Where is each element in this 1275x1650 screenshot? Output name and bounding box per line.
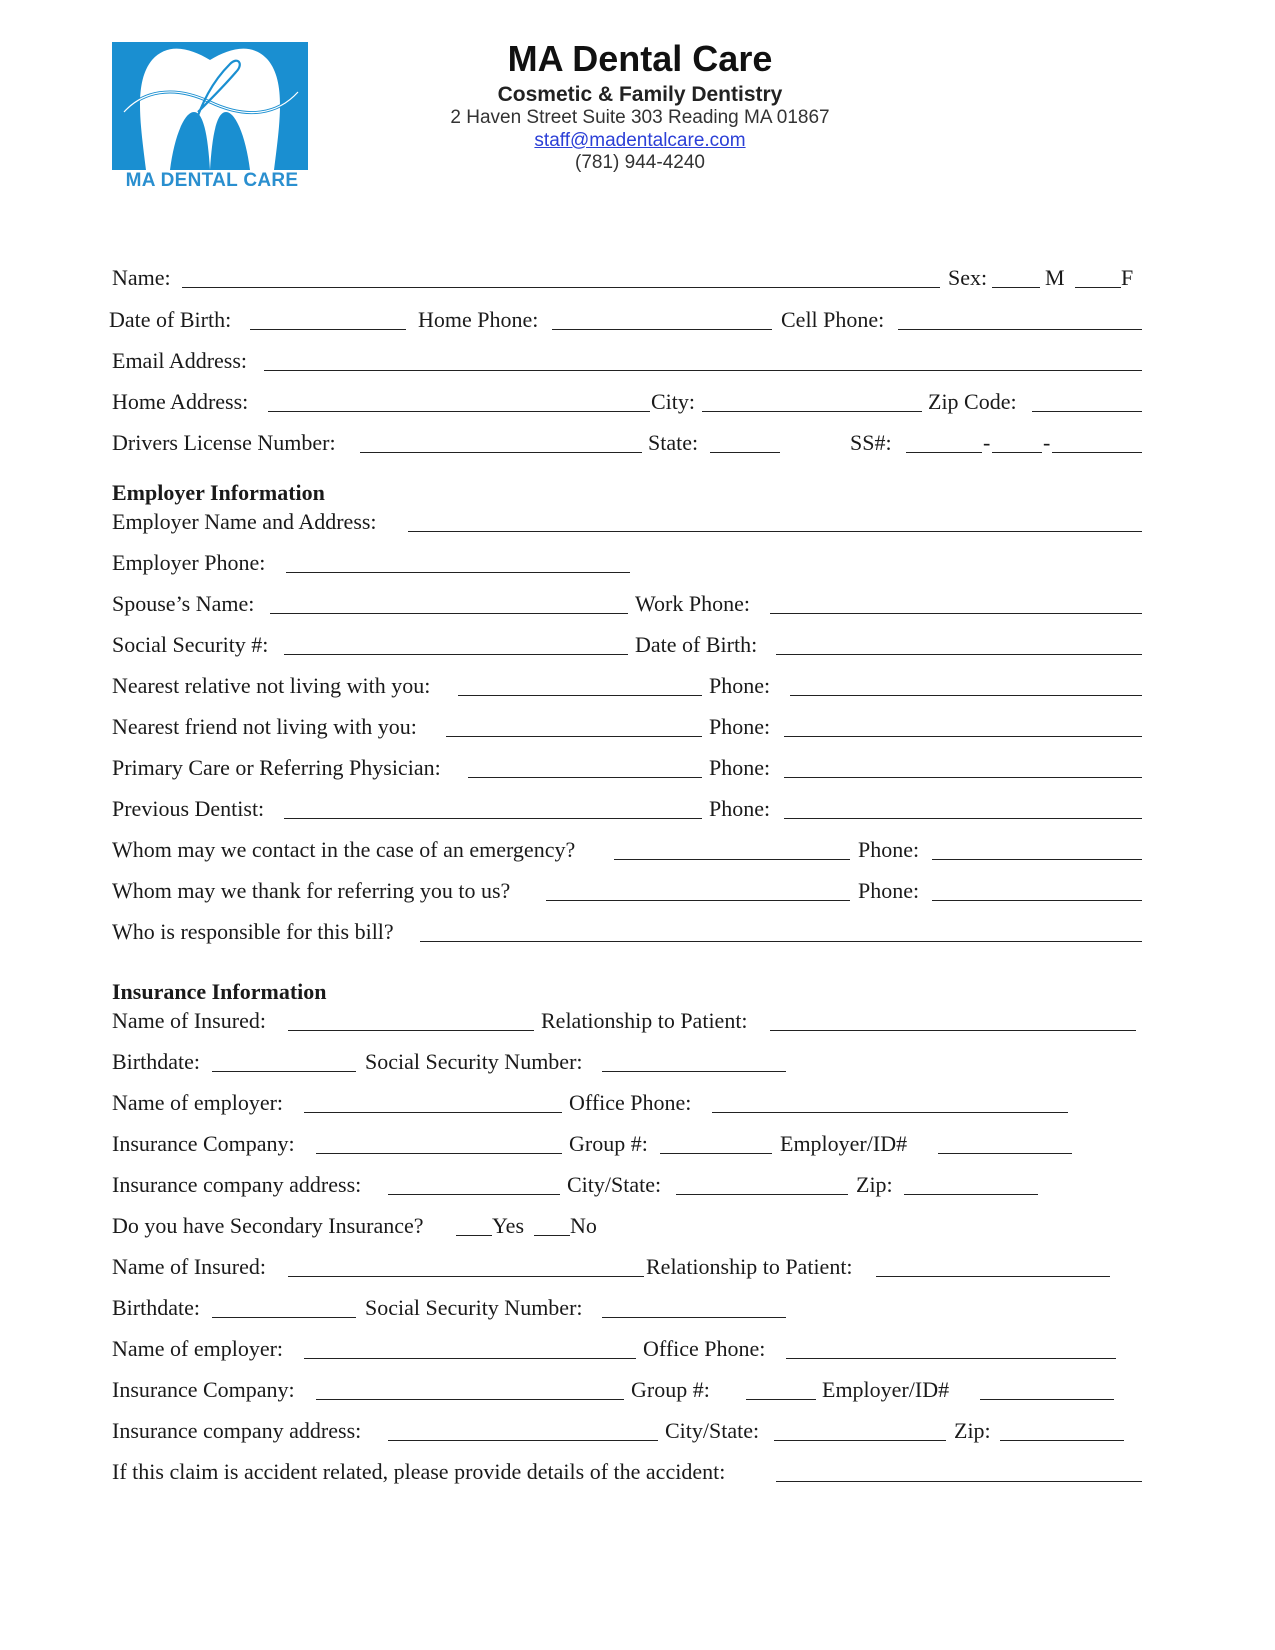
employer-heading: Employer Information — [112, 480, 325, 505]
row-name — [0, 260, 1275, 294]
dob-label: Date of Birth: — [109, 307, 232, 332]
primary-zip-field[interactable] — [904, 1194, 1038, 1195]
cell-phone-field[interactable] — [898, 329, 1142, 330]
primary-ssn-field[interactable] — [602, 1071, 786, 1072]
tooth-logo-icon — [112, 42, 308, 170]
primary-employer-field[interactable] — [304, 1112, 562, 1113]
primary-group-field[interactable] — [660, 1153, 772, 1154]
primary-insured-field[interactable] — [288, 1030, 534, 1031]
dentist-label: Previous Dentist: — [112, 796, 265, 821]
secondary-insured-field[interactable] — [288, 1276, 644, 1277]
row-spouse — [0, 586, 1275, 620]
secondary-employer-id-field[interactable] — [980, 1399, 1114, 1400]
row-primary-employer — [0, 1085, 1275, 1119]
row-secondary-employer — [0, 1331, 1275, 1365]
zip-code-label: Zip Code: — [928, 389, 1017, 414]
emergency-phone-field[interactable] — [932, 859, 1142, 860]
primary-company-label: Insurance Company: — [112, 1131, 295, 1156]
home-phone-field[interactable] — [552, 329, 772, 330]
dentist-field[interactable] — [284, 818, 702, 819]
ss-part1-field[interactable] — [906, 452, 982, 453]
practice-email-wrapper — [330, 130, 950, 152]
primary-relationship-field[interactable] — [770, 1030, 1136, 1031]
insurance-heading: Insurance Information — [112, 979, 327, 1004]
email-field[interactable] — [264, 370, 1142, 371]
state-label: State: — [648, 430, 699, 455]
dentist-phone-field[interactable] — [784, 818, 1142, 819]
employer-phone-field[interactable] — [286, 572, 630, 573]
city-label: City: — [651, 389, 696, 414]
primary-group-label: Group #: — [569, 1131, 648, 1156]
name-label: Name: — [112, 265, 171, 290]
practice-address: 2 Haven Street Suite 303 Reading MA 01867 — [450, 107, 830, 128]
spouse-dob-field[interactable] — [776, 654, 1142, 655]
row-spouse-ss — [0, 627, 1275, 661]
primary-city-state-label: City/State: — [567, 1172, 662, 1197]
primary-birthdate-field[interactable] — [212, 1071, 356, 1072]
secondary-company-label: Insurance Company: — [112, 1377, 295, 1402]
home-address-field[interactable] — [268, 411, 650, 412]
row-emergency — [0, 832, 1275, 866]
zip-code-field[interactable] — [1032, 411, 1142, 412]
row-address — [0, 384, 1275, 418]
emergency-label: Whom may we contact in the case of an emergency? — [112, 837, 576, 862]
license-field[interactable] — [360, 452, 642, 453]
friend-label: Nearest friend not living with you: — [112, 714, 417, 739]
spouse-label: Spouse’s Name: — [112, 591, 255, 616]
secondary-office-phone-label: Office Phone: — [643, 1336, 766, 1361]
primary-zip-label: Zip: — [856, 1172, 893, 1197]
relative-field[interactable] — [458, 695, 702, 696]
row-employer-phone — [0, 545, 1275, 579]
primary-ssn-label: Social Security Number: — [365, 1049, 583, 1074]
sex-m-field[interactable] — [992, 287, 1040, 288]
license-label: Drivers License Number: — [112, 430, 336, 455]
primary-office-phone-label: Office Phone: — [569, 1090, 692, 1115]
spouse-field[interactable] — [270, 613, 628, 614]
primary-employer-id-field[interactable] — [938, 1153, 1072, 1154]
secondary-no-field[interactable] — [534, 1235, 570, 1236]
secondary-city-state-field[interactable] — [774, 1440, 946, 1441]
sex-f-field[interactable] — [1075, 287, 1121, 288]
primary-company-address-field[interactable] — [388, 1194, 560, 1195]
secondary-employer-field[interactable] — [304, 1358, 636, 1359]
row-physician — [0, 750, 1275, 784]
row-friend — [0, 709, 1275, 743]
physician-label: Primary Care or Referring Physician: — [112, 755, 441, 780]
ss-dash-2: - — [1043, 430, 1051, 455]
spouse-ss-label: Social Security #: — [112, 632, 269, 657]
primary-employer-id-label: Employer/ID# — [780, 1131, 908, 1156]
row-secondary-birthdate — [0, 1290, 1275, 1324]
secondary-birthdate-label: Birthdate: — [112, 1295, 200, 1320]
secondary-group-label: Group #: — [631, 1377, 710, 1402]
emergency-field[interactable] — [614, 859, 850, 860]
row-dentist — [0, 791, 1275, 825]
practice-name: MA Dental Care — [507, 38, 773, 79]
practice-phone: (781) 944-4240 — [575, 152, 705, 173]
ss-label: SS#: — [850, 430, 892, 455]
dob-field[interactable] — [250, 329, 406, 330]
row-email — [0, 343, 1275, 377]
home-address-label: Home Address: — [112, 389, 249, 414]
row-primary-birthdate — [0, 1044, 1275, 1078]
sex-label: Sex: — [948, 265, 988, 290]
secondary-yes-label: Yes — [492, 1213, 525, 1238]
secondary-relationship-label: Relationship to Patient: — [646, 1254, 853, 1279]
city-field[interactable] — [702, 411, 922, 412]
emergency-phone-label: Phone: — [858, 837, 920, 862]
practice-email-link[interactable]: staff@madentalcare.com — [534, 130, 746, 151]
ss-part3-field[interactable] — [1052, 452, 1142, 453]
secondary-ssn-field[interactable] — [602, 1317, 786, 1318]
secondary-zip-field[interactable] — [1000, 1440, 1124, 1441]
row-secondary-question — [0, 1208, 1275, 1242]
primary-employer-label: Name of employer: — [112, 1090, 284, 1115]
sex-m-label: M — [1045, 265, 1065, 290]
employer-phone-label: Employer Phone: — [112, 550, 266, 575]
row-phones — [0, 302, 1275, 336]
secondary-birthdate-field[interactable] — [212, 1317, 356, 1318]
referral-phone-label: Phone: — [858, 878, 920, 903]
primary-company-address-label: Insurance company address: — [112, 1172, 362, 1197]
friend-field[interactable] — [446, 736, 702, 737]
primary-relationship-label: Relationship to Patient: — [541, 1008, 748, 1033]
accident-label: If this claim is accident related, please provide details of the accident: — [112, 1459, 726, 1484]
physician-phone-label: Phone: — [709, 755, 771, 780]
row-secondary-company-address — [0, 1413, 1275, 1447]
row-license — [0, 425, 1275, 459]
practice-tagline: Cosmetic & Family Dentistry — [497, 83, 783, 106]
name-field[interactable] — [182, 287, 940, 288]
email-label: Email Address: — [112, 348, 248, 373]
secondary-relationship-field[interactable] — [876, 1276, 1110, 1277]
accident-field[interactable] — [776, 1481, 1142, 1482]
secondary-group-field[interactable] — [746, 1399, 816, 1400]
secondary-office-phone-field[interactable] — [786, 1358, 1116, 1359]
secondary-yes-field[interactable] — [456, 1235, 492, 1236]
friend-phone-label: Phone: — [709, 714, 771, 739]
secondary-employer-id-label: Employer/ID# — [822, 1377, 950, 1402]
referral-field[interactable] — [546, 900, 850, 901]
secondary-zip-label: Zip: — [954, 1418, 991, 1443]
ss-dash-1: - — [983, 430, 991, 455]
spouse-dob-label: Date of Birth: — [635, 632, 758, 657]
home-phone-label: Home Phone: — [418, 307, 539, 332]
row-secondary-company — [0, 1372, 1275, 1406]
spouse-ss-field[interactable] — [284, 654, 628, 655]
practice-logo — [112, 42, 312, 192]
primary-insured-label: Name of Insured: — [112, 1008, 266, 1033]
secondary-no-label: No — [570, 1213, 597, 1238]
physician-field[interactable] — [468, 777, 702, 778]
ss-part2-field[interactable] — [992, 452, 1042, 453]
secondary-insured-label: Name of Insured: — [112, 1254, 266, 1279]
secondary-ssn-label: Social Security Number: — [365, 1295, 583, 1320]
work-phone-field[interactable] — [770, 613, 1142, 614]
row-primary-insured — [0, 1003, 1275, 1037]
relative-phone-field[interactable] — [790, 695, 1142, 696]
primary-birthdate-label: Birthdate: — [112, 1049, 200, 1074]
sex-f-label: F — [1121, 265, 1134, 290]
secondary-question-label: Do you have Secondary Insurance? — [112, 1213, 424, 1238]
row-referral — [0, 873, 1275, 907]
referral-label: Whom may we thank for referring you to us? — [112, 878, 511, 903]
row-primary-company — [0, 1126, 1275, 1160]
primary-city-state-field[interactable] — [676, 1194, 848, 1195]
secondary-city-state-label: City/State: — [665, 1418, 760, 1443]
employer-name-label: Employer Name and Address: — [112, 509, 377, 534]
friend-phone-field[interactable] — [784, 736, 1142, 737]
employer-name-field[interactable] — [408, 531, 1142, 532]
row-relative — [0, 668, 1275, 702]
row-accident — [0, 1454, 1275, 1488]
row-employer-name — [0, 504, 1275, 538]
primary-company-field[interactable] — [316, 1153, 562, 1154]
relative-phone-label: Phone: — [709, 673, 771, 698]
relative-label: Nearest relative not living with you: — [112, 673, 431, 698]
row-responsible — [0, 914, 1275, 948]
cell-phone-label: Cell Phone: — [781, 307, 885, 332]
responsible-label: Who is responsible for this bill? — [112, 919, 394, 944]
physician-phone-field[interactable] — [784, 777, 1142, 778]
state-field[interactable] — [710, 452, 780, 453]
logo-text: MA DENTAL CARE — [125, 170, 299, 191]
secondary-employer-label: Name of employer: — [112, 1336, 284, 1361]
primary-office-phone-field[interactable] — [712, 1112, 1068, 1113]
secondary-company-address-field[interactable] — [388, 1440, 658, 1441]
row-secondary-insured — [0, 1249, 1275, 1283]
responsible-field[interactable] — [420, 941, 1142, 942]
secondary-company-field[interactable] — [316, 1399, 624, 1400]
dentist-phone-label: Phone: — [709, 796, 771, 821]
row-primary-company-address — [0, 1167, 1275, 1201]
secondary-company-address-label: Insurance company address: — [112, 1418, 362, 1443]
work-phone-label: Work Phone: — [635, 591, 750, 616]
referral-phone-field[interactable] — [932, 900, 1142, 901]
